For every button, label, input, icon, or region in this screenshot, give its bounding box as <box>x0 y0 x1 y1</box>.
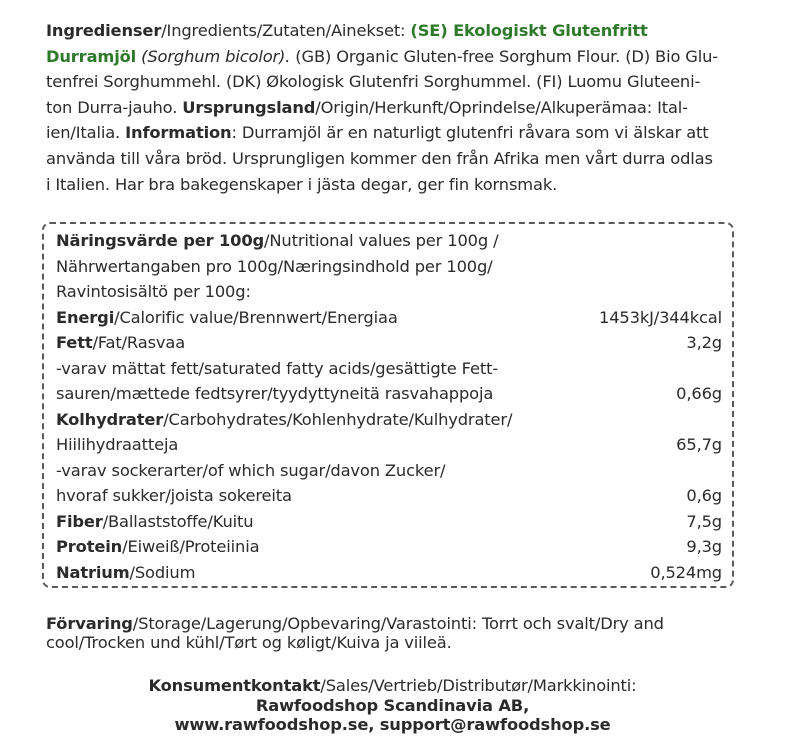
contact-section <box>0 676 785 735</box>
nutrient-translations: /Eiweiß/Proteiinia <box>122 537 260 556</box>
nutrition-header <box>56 228 722 254</box>
nutrition-row-fat <box>56 330 722 356</box>
ingredients-text: ton Durra-jauho. <box>46 97 183 117</box>
nutrient-value: 0,66g <box>676 384 722 403</box>
nutrition-row-saturated <box>56 381 722 407</box>
nutrient-name: Fett <box>56 333 93 352</box>
nutrient-value: 9,3g <box>686 537 722 556</box>
nutrition-heading-text: Ravintosisältö per 100g: <box>56 282 251 301</box>
ingredients-line <box>46 95 756 121</box>
nutrition-table <box>42 222 734 588</box>
storage-text: /Storage/Lagerung/Opbevaring/Varastointi: Torrt och svalt/Dry and <box>132 614 664 633</box>
ingredients-line: tenfrei Sorghummehl. (DK) Økologisk Glutenfri Sorghummel. (FI) Luomu Gluteeni- <box>46 72 701 92</box>
contact-heading: Konsumentkontakt <box>148 676 321 695</box>
nutrient-translations: /Ballaststoffe/Kuitu <box>102 511 254 531</box>
nutrient-translations: Hiilihydraatteja <box>56 435 179 454</box>
nutrition-row-fiber <box>56 509 722 535</box>
nutrition-row-carbs <box>56 432 722 458</box>
nutrition-heading-text: /Nutritional values per 100g / <box>264 231 499 250</box>
origin-heading: Ursprungsland <box>182 97 316 117</box>
storage-heading: Förvaring <box>46 614 133 633</box>
ingredients-heading: Ingredienser <box>46 21 162 40</box>
nutrient-translations: /Carbohydrates/Kohlenhydrate/Kulhydrater/ <box>163 409 513 429</box>
information-heading: Information <box>125 123 232 143</box>
nutrient-name: Protein <box>56 537 123 556</box>
ingredients-line: använda till våra bröd. Ursprungligen kommer den från Afrika men vårt durra odlas <box>46 148 713 168</box>
product-name-durramjol: Durramjöl <box>46 46 137 66</box>
nutrient-value: 7,5g <box>686 511 722 531</box>
nutrient-name: Energi <box>56 307 115 327</box>
contact-text: /Sales/Vertrieb/Distributør/Markkinointi: <box>320 676 637 695</box>
nutrient-value: 3,2g <box>686 333 722 352</box>
website-email <box>0 715 785 735</box>
nutrient-translations: hvoraf sukker/joista sokereita <box>56 486 292 505</box>
latin-name: (Sorghum bicolor). <box>136 46 291 66</box>
ingredients-line <box>46 44 756 70</box>
nutrient-translations: /Fat/Rasvaa <box>92 333 186 352</box>
ingredients-line <box>46 120 756 146</box>
company-name-text: Rawfoodshop Scandinavia AB, <box>255 695 530 715</box>
nutrition-row-energy <box>56 305 722 331</box>
nutrient-translations: sauren/mættede fedtsyrer/tyydyttyneitä rasvahappoja <box>56 384 494 403</box>
contact-line <box>0 676 785 696</box>
nutrient-name: Kolhydrater <box>56 409 164 429</box>
nutrient-value: 1453kJ/344kcal <box>598 307 722 327</box>
nutrition-heading-text: Nährwertangaben pro 100g/Næringsindhold per 100g/ <box>56 256 493 276</box>
ingredients-translations: /Ingredients/Zutaten/Ainekset: <box>161 21 411 40</box>
nutrient-name: Natrium <box>56 562 130 582</box>
origin-text: ien/Italia. <box>46 123 126 143</box>
ingredients-line <box>46 18 756 44</box>
nutrient-translations: /Sodium <box>129 562 196 582</box>
storage-line <box>46 614 766 633</box>
storage-line: cool/Trocken und kühl/Tørt og køligt/Kuiva ja viileä. <box>46 633 452 652</box>
nutrition-row-carbs <box>56 407 722 433</box>
nutrient-name: -varav sockerarter/of which sugar/davon Zucker/ <box>56 460 446 480</box>
nutrition-row-protein <box>56 534 722 560</box>
nutrient-name: Fiber <box>56 511 103 531</box>
nutrient-name: -varav mättat fett/saturated fatty acids/gesättigte Fett- <box>56 358 499 378</box>
nutrient-translations: /Calorific value/Brennwert/Energiaa <box>114 307 398 327</box>
ingredients-text: (GB) Organic Gluten-free Sorghum Flour. (D) Bio Glu- <box>290 46 719 66</box>
nutrition-content <box>56 228 722 585</box>
nutrition-header <box>56 279 722 305</box>
ingredients-section <box>46 18 756 197</box>
website-email-text: www.rawfoodshop.se, support@rawfoodshop.se <box>174 715 611 734</box>
nutrition-row-sugar <box>56 458 722 484</box>
company-name <box>0 696 785 716</box>
product-name-se: (SE) Ekologiskt Glutenfritt <box>410 21 648 40</box>
storage-section <box>46 614 766 652</box>
nutrient-value: 65,7g <box>676 435 722 454</box>
nutrient-value: 0,524mg <box>650 562 722 582</box>
nutrient-value: 0,6g <box>686 486 722 505</box>
nutrition-heading: Näringsvärde per 100g <box>56 231 265 250</box>
nutrition-row-saturated <box>56 356 722 382</box>
nutrition-header <box>56 254 722 280</box>
ingredients-line: i Italien. Har bra bakegenskaper i jästa degar, ger fin kornsmak. <box>46 174 558 194</box>
information-text: : Durramjöl är en naturligt glutenfri råvara som vi älskar att <box>231 123 709 143</box>
origin-text: /Origin/Herkunft/Oprindelse/Alkuperämaa: Ital- <box>315 97 688 117</box>
nutrition-row-sugar <box>56 483 722 509</box>
nutrition-row-sodium <box>56 560 722 586</box>
